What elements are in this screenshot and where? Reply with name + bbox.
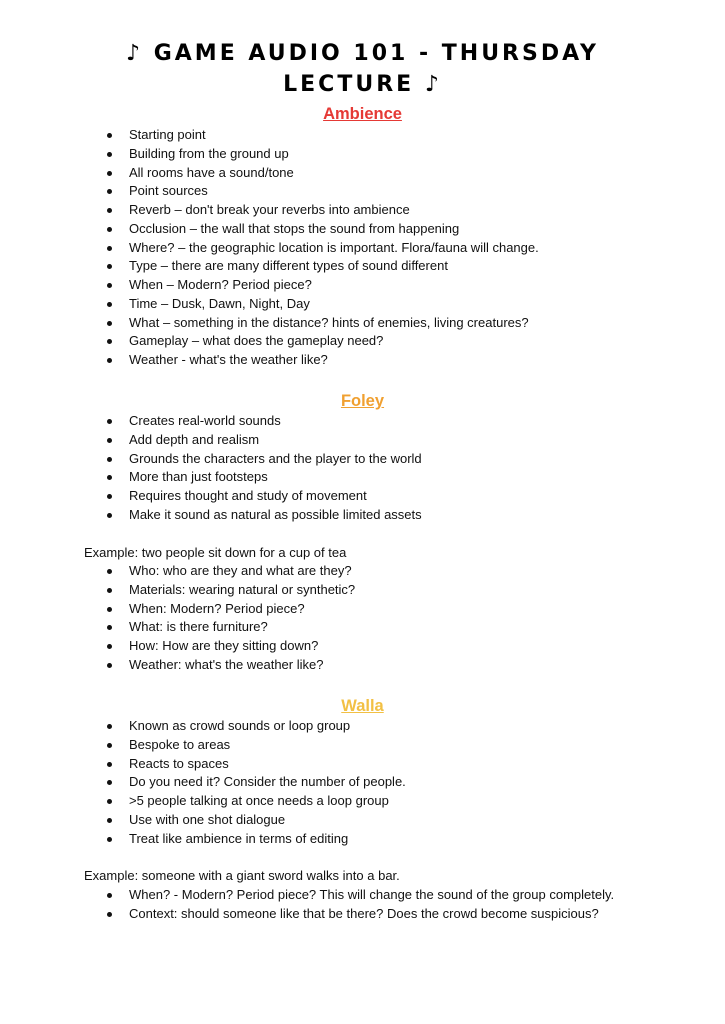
list-item: Weather - what's the weather like? <box>105 351 539 370</box>
foley-heading: Foley <box>340 392 385 410</box>
walla-example-list <box>105 886 614 924</box>
list-item: Building from the ground up <box>105 145 539 164</box>
list-item: Treat like ambience in terms of editing <box>105 830 406 849</box>
list-item: Reacts to spaces <box>105 755 406 774</box>
list-item: Grounds the characters and the player to the world <box>105 450 422 469</box>
list-item: Add depth and realism <box>105 431 422 450</box>
document-title: ♪ GAME AUDIO 101 - THURSDAY LECTURE ♪ <box>126 41 599 97</box>
list-item: >5 people talking at once needs a loop group <box>105 792 406 811</box>
list-item: Bespoke to areas <box>105 736 406 755</box>
list-item: Occlusion – the wall that stops the sound from happening <box>105 220 539 239</box>
list-item: How: How are they sitting down? <box>105 637 355 656</box>
ambience-heading: Ambience <box>323 105 402 123</box>
walla-heading: Walla <box>341 697 384 715</box>
foley-list <box>105 412 422 525</box>
list-item: Materials: wearing natural or synthetic? <box>105 581 355 600</box>
list-item: More than just footsteps <box>105 468 422 487</box>
list-item: Context: should someone like that be there? Does the crowd become suspicious? <box>105 905 614 924</box>
list-item: Known as crowd sounds or loop group <box>105 717 406 736</box>
list-item: All rooms have a sound/tone <box>105 164 539 183</box>
list-item: Where? – the geographic location is important. Flora/fauna will change. <box>105 239 539 258</box>
list-item: Do you need it? Consider the number of people. <box>105 773 406 792</box>
list-item: Requires thought and study of movement <box>105 487 422 506</box>
list-item: Starting point <box>105 126 539 145</box>
list-item: Make it sound as natural as possible limited assets <box>105 506 422 525</box>
walla-example-intro: Example: someone with a giant sword walks into a bar. <box>84 868 400 883</box>
list-item: Who: who are they and what are they? <box>105 562 355 581</box>
list-item: Creates real-world sounds <box>105 412 422 431</box>
list-item: Reverb – don't break your reverbs into ambience <box>105 201 539 220</box>
list-item: When? - Modern? Period piece? This will change the sound of the group completely. <box>105 886 614 905</box>
ambience-list <box>105 126 539 370</box>
list-item: When – Modern? Period piece? <box>105 276 539 295</box>
list-item: Point sources <box>105 182 539 201</box>
foley-example-intro: Example: two people sit down for a cup of tea <box>84 545 347 560</box>
list-item: Use with one shot dialogue <box>105 811 406 830</box>
foley-example-list <box>105 562 355 675</box>
walla-list <box>105 717 406 848</box>
list-item: Weather: what's the weather like? <box>105 656 355 675</box>
list-item: What – something in the distance? hints of enemies, living creatures? <box>105 314 539 333</box>
list-item: Time – Dusk, Dawn, Night, Day <box>105 295 539 314</box>
list-item: Type – there are many different types of sound different <box>105 257 539 276</box>
list-item: Gameplay – what does the gameplay need? <box>105 332 539 351</box>
list-item: When: Modern? Period piece? <box>105 600 355 619</box>
list-item: What: is there furniture? <box>105 618 355 637</box>
